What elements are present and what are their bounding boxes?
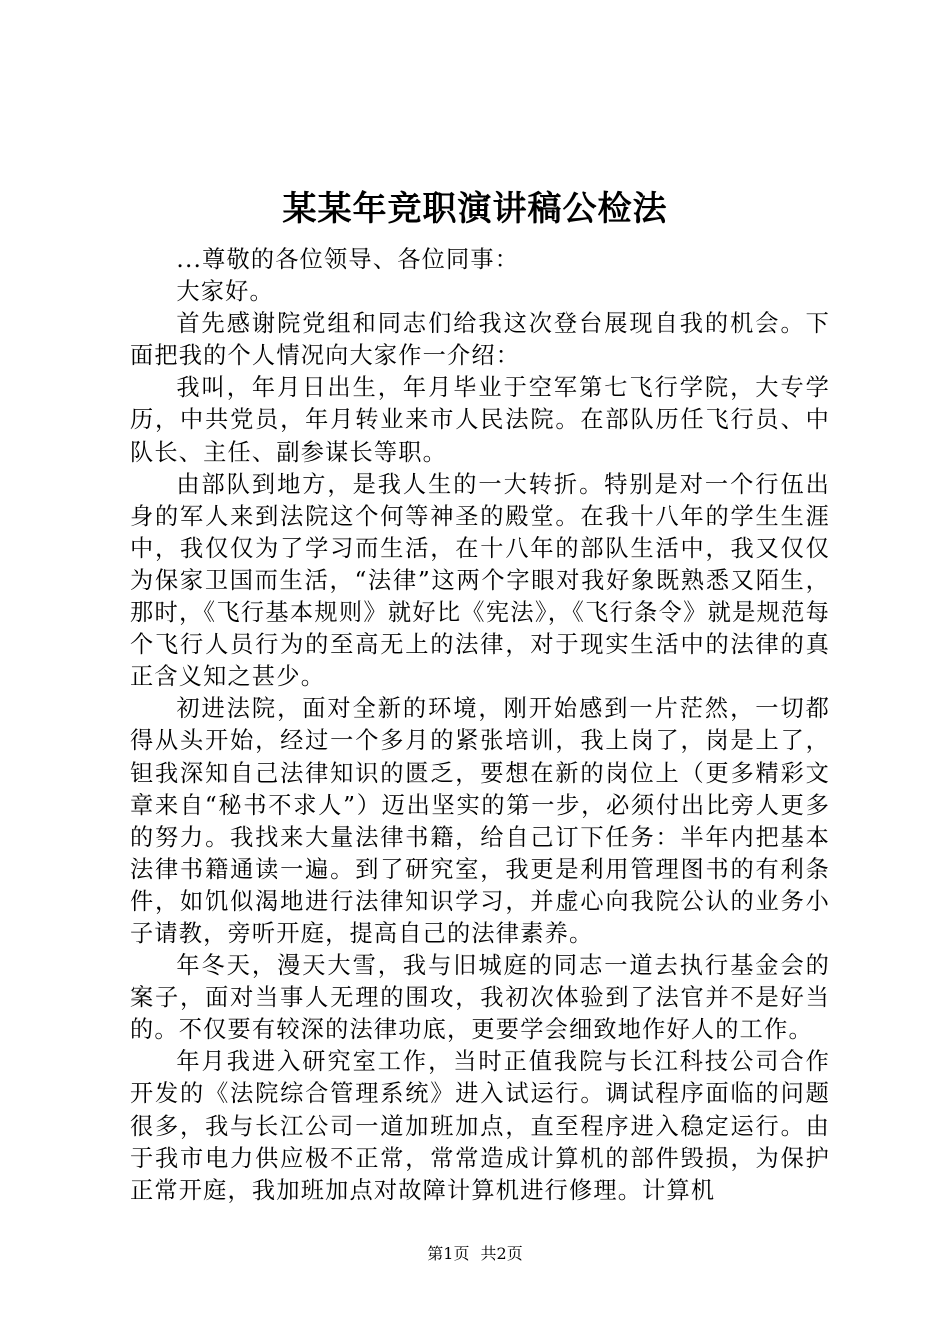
document-title: 某某年竞职演讲稿公检法 bbox=[282, 189, 668, 229]
body-paragraph: 年冬天，漫天大雪，我与旧城庭的同志一道去执行基金会的案子，面对当事人无理的围攻，我初次体验到了法官并不是好当的。不仅要有较深的法律功底，更要学会细致地作好人的工作。 bbox=[130, 952, 830, 1044]
page-footer bbox=[0, 1242, 950, 1266]
page-total: 共2页 bbox=[480, 1244, 523, 1263]
salutation-paragraph: ...尊敬的各位领导、各位同事： bbox=[176, 246, 520, 273]
body-paragraph: 首先感谢院党组和同志们给我这次登台展现自我的机会。下面把我的个人情况向大家作一介绍： bbox=[130, 310, 830, 370]
body-paragraph: 年月我进入研究室工作，当时正值我院与长江科技公司合作开发的《法院综合管理系统》进入试运行。调试程序面临的问题很多，我与长江公司一道加班加点，直至程序进入稳定运行。由于我市电力供应极不正常，常常造成计算机的部件毁损，为保护正常开庭，我加班加点对故障计算机进行修理。计算机 bbox=[130, 1048, 830, 1204]
body-paragraph: 我叫，年月日出生，年月毕业于空军第七飞行学院，大专学历，中共党员，年月转业来市人民法院。在部队历任飞行员、中队长、主任、副参谋长等职。 bbox=[130, 374, 830, 466]
page-number: 第1页 bbox=[427, 1244, 470, 1263]
greeting-paragraph: 大家好。 bbox=[176, 278, 274, 306]
document-body bbox=[130, 244, 830, 1207]
body-paragraph: 初进法院，面对全新的环境，刚开始感到一片茫然，一切都得从头开始，经过一个多月的紧张培训，我上岗了，岗是上了，钽我深知自己法律知识的匮乏，要想在新的岗位上（更多精彩文章来自“秘书不求人”）迈出坚实的第一步，必须付出比旁人更多的努力。我找来大量法律书籍，给自己订下任务：半年内把基本法律书籍通读一遍。到了研究室，我更是利用管理图书的有利条件，如饥似渴地进行法律知识学习，并虚心向我院公认的业务小子请教，旁听开庭，提高自己的法律素养。 bbox=[130, 695, 830, 947]
body-paragraph: 由部队到地方，是我人生的一大转折。特别是对一个行伍出身的军人来到法院这个何等神圣的殿堂。在我十八年的学生生涯中，我仅仅为了学习而生活，在十八年的部队生活中，我又仅仅为保家卫国而生活，“法律”这两个字眼对我好象既熟悉又陌生，那时，《飞行基本规则》就好比《宪法》，《飞行条令》就是规范每个飞行人员行为的至高无上的法律，对于现实生活中的法律的真正含义知之甚少。 bbox=[130, 470, 830, 691]
